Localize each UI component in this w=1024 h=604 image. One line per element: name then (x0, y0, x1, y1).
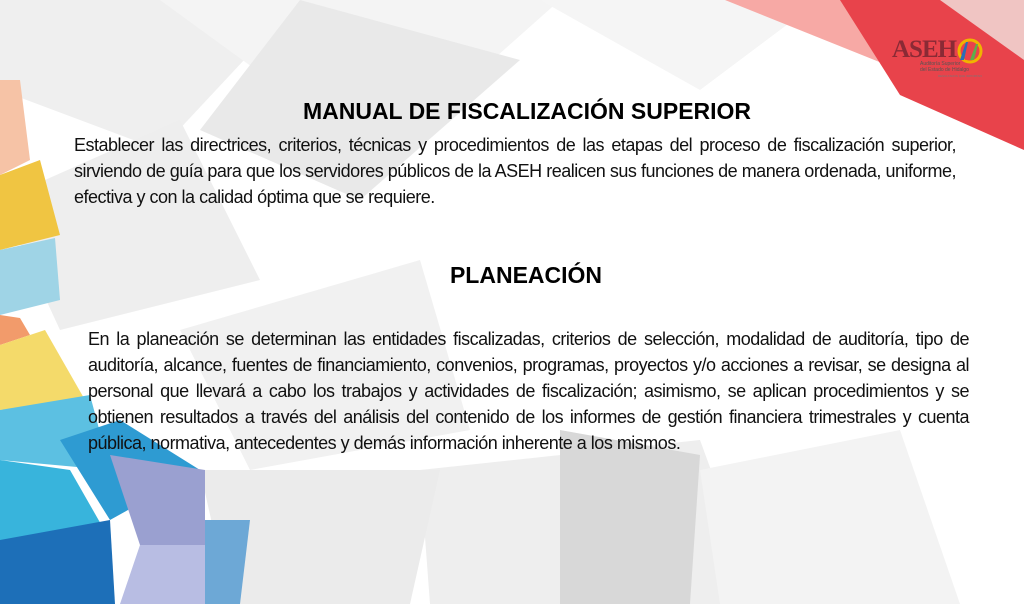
planeacion-description: En la planeación se determinan las entidades fiscalizadas, criterios de selección, modalidad de auditoría, tipo de auditoría, alcance, fuentes de financiamiento, convenios, programas, proyectos y/o acciones a revisar, se designa al personal que llevará a cabo los trabajos y actividades de fiscalización; asimismo, se aplican procedimientos y se obtienen resultados a través del análisis del contenido de los informes de gestión financiera trimestrales y cuenta pública, normativa, antecedentes y demás información inherente a los mismos. (88, 329, 969, 453)
logo-line1: Auditoría Superior (920, 61, 961, 67)
logo-wordmark: ASEH (892, 36, 957, 63)
logo-line2: del Estado de Hidalgo (920, 67, 969, 73)
manual-title: MANUAL DE FISCALIZACIÓN SUPERIOR (302, 98, 752, 124)
manual-description: Establecer las directrices, criterios, técnicas y procedimientos de las etapas del proceso de fiscalización superior, sirviendo de guía para que los servidores públicos de la ASEH realicen sus funciones de manera ordenada, uniforme, efectiva y con la calidad óptima que se requiere. (74, 135, 956, 207)
aseh-logo (892, 36, 992, 82)
logo-tagline: RESULTADOS QUE IMPORTAN (938, 74, 982, 78)
planeacion-title: PLANEACIÓN (449, 262, 603, 288)
